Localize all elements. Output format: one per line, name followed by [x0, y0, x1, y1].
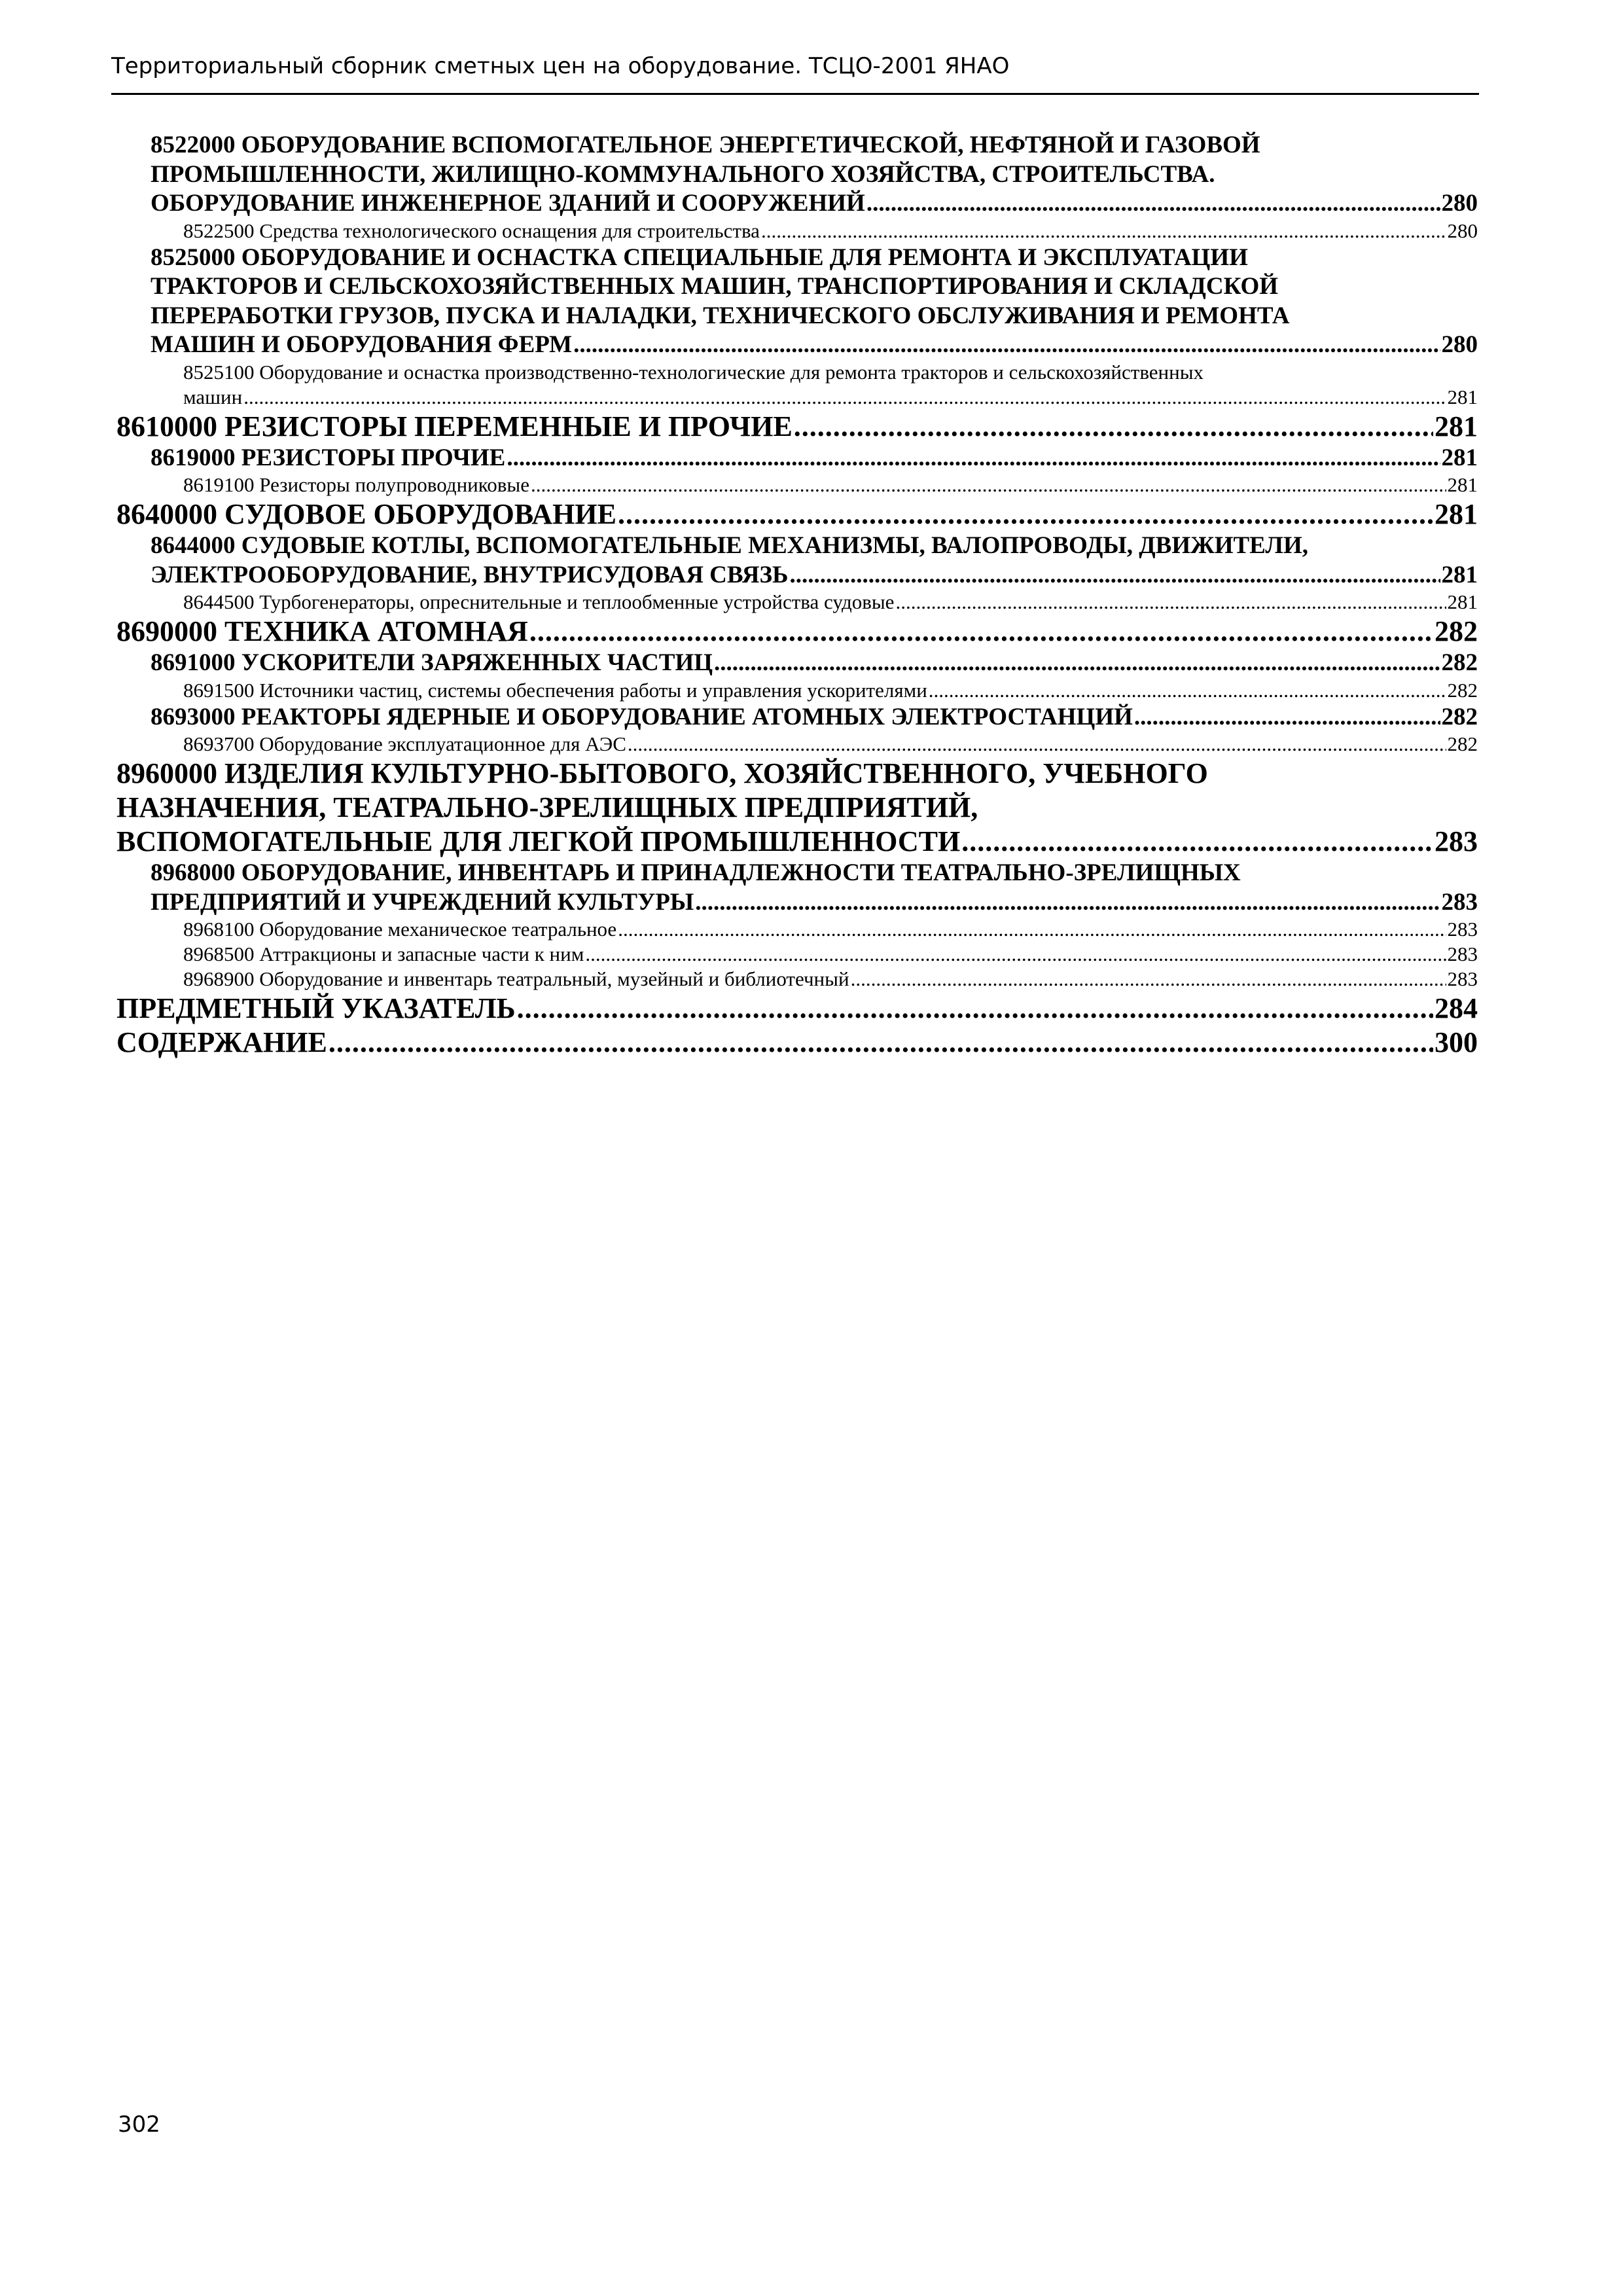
toc-entry-title: 8610000 РЕЗИСТОРЫ ПЕРЕМЕННЫЕ И ПРОЧИЕ	[116, 410, 793, 442]
dot-leader	[789, 561, 1440, 590]
toc-entry-level-1[interactable]	[116, 757, 1478, 859]
toc-entry-level-1[interactable]	[116, 992, 1478, 1026]
toc-entry-page-number: 280	[1441, 331, 1478, 358]
toc-entry-title: СОДЕРЖАНИЕ	[116, 1026, 327, 1058]
toc-entry-level-1[interactable]	[116, 410, 1478, 444]
dot-leader	[714, 649, 1440, 678]
toc-entry-level-2[interactable]	[151, 444, 1478, 473]
toc-entry-final-line	[183, 385, 1478, 410]
dot-leader	[573, 331, 1440, 360]
toc-entry-page-number: 281	[1447, 590, 1478, 613]
toc-entry-title: 8690000 ТЕХНИКА АТОМНАЯ	[116, 615, 528, 647]
table-of-contents	[0, 131, 1623, 1060]
toc-entry-title: ОБОРУДОВАНИЕ ИНЖЕНЕРНОЕ ЗДАНИЙ И СООРУЖЕНИЙ	[151, 190, 865, 217]
toc-entry-final-line	[151, 888, 1478, 918]
toc-entry-final-line	[116, 825, 1478, 859]
dot-leader	[628, 732, 1446, 757]
toc-entry-level-1[interactable]	[116, 1026, 1478, 1060]
toc-entry-title: 8968500 Аттракционы и запасные части к ним	[183, 942, 584, 965]
toc-entry-page-number: 281	[1441, 444, 1478, 471]
toc-entry-title: машин	[183, 385, 243, 408]
toc-entry-page-number: 281	[1441, 561, 1478, 588]
header-rule	[111, 93, 1479, 95]
dot-leader	[243, 385, 1446, 410]
toc-entry-final-line	[183, 732, 1478, 757]
toc-entry-final-line	[183, 917, 1478, 942]
toc-entry-level-2[interactable]	[151, 131, 1478, 219]
toc-entry-title: 8522500 Средства технологического оснащения для строительства	[183, 219, 760, 242]
toc-entry-page-number: 282	[1441, 649, 1478, 676]
toc-entry-page-number: 281	[1447, 385, 1478, 408]
toc-entry-page-number: 281	[1435, 498, 1478, 530]
toc-entry-final-line	[183, 678, 1478, 703]
toc-entry-title: ПРЕДПРИЯТИЙ И УЧРЕЖДЕНИЙ КУЛЬТУРЫ	[151, 888, 694, 916]
toc-entry-final-line	[183, 590, 1478, 615]
toc-entry-title: 8693700 Оборудование эксплуатационное для АЭС	[183, 732, 626, 755]
toc-entry-final-line	[151, 703, 1478, 732]
dot-leader	[851, 967, 1446, 992]
toc-entry-page-number: 300	[1435, 1026, 1478, 1058]
toc-entry-final-line	[183, 967, 1478, 992]
toc-entry-level-3[interactable]	[183, 967, 1478, 992]
toc-entry-level-1[interactable]	[116, 497, 1478, 531]
dot-leader	[529, 615, 1433, 649]
toc-entry-title: 8619000 РЕЗИСТОРЫ ПРОЧИЕ	[151, 444, 506, 471]
toc-entry-page-number: 283	[1447, 942, 1478, 965]
toc-entry-title: 8691000 УСКОРИТЕЛИ ЗАРЯЖЕННЫХ ЧАСТИЦ	[151, 649, 713, 676]
toc-entry-final-line	[151, 444, 1478, 473]
toc-entry-level-3[interactable]	[183, 678, 1478, 703]
toc-entry-title: 8640000 СУДОВОЕ ОБОРУДОВАНИЕ	[116, 498, 616, 530]
dot-leader	[531, 473, 1446, 497]
toc-entry-level-2[interactable]	[151, 859, 1478, 917]
toc-entry-line: 8960000 ИЗДЕЛИЯ КУЛЬТУРНО-БЫТОВОГО, ХОЗЯЙСТВЕННОГО, УЧЕБНОГО	[116, 757, 1208, 789]
toc-entry-title: ВСПОМОГАТЕЛЬНЫЕ ДЛЯ ЛЕГКОЙ ПРОМЫШЛЕННОСТИ	[116, 825, 961, 857]
toc-entry-title: 8693000 РЕАКТОРЫ ЯДЕРНЫЕ И ОБОРУДОВАНИЕ АТОМНЫХ ЭЛЕКТРОСТАНЦИЙ	[151, 703, 1133, 730]
dot-leader	[794, 410, 1433, 444]
page-number: 302	[118, 2111, 160, 2138]
toc-entry-page-number: 280	[1447, 219, 1478, 242]
toc-entry-line: ПЕРЕРАБОТКИ ГРУЗОВ, ПУСКА И НАЛАДКИ, ТЕХНИЧЕСКОГО ОБСЛУЖИВАНИЯ И РЕМОНТА	[151, 302, 1290, 329]
toc-entry-page-number: 280	[1441, 190, 1478, 217]
dot-leader	[618, 497, 1433, 531]
dot-leader	[517, 992, 1433, 1026]
toc-entry-level-3[interactable]	[183, 732, 1478, 757]
toc-entry-final-line	[151, 331, 1478, 360]
toc-entry-final-line	[151, 649, 1478, 678]
toc-entry-final-line	[183, 219, 1478, 243]
dot-leader	[866, 189, 1440, 219]
toc-entry-page-number: 283	[1447, 967, 1478, 990]
toc-entry-page-number: 281	[1435, 410, 1478, 442]
toc-entry-line: НАЗНАЧЕНИЯ, ТЕАТРАЛЬНО-ЗРЕЛИЩНЫХ ПРЕДПРИЯТИЙ,	[116, 791, 978, 823]
toc-entry-line: ТРАКТОРОВ И СЕЛЬСКОХОЗЯЙСТВЕННЫХ МАШИН, ТРАНСПОРТИРОВАНИЯ И СКЛАДСКОЙ	[151, 273, 1279, 300]
toc-entry-level-1[interactable]	[116, 615, 1478, 649]
toc-entry-title: ПРЕДМЕТНЫЙ УКАЗАТЕЛЬ	[116, 992, 516, 1024]
dot-leader	[618, 917, 1446, 942]
toc-entry-page-number: 283	[1435, 825, 1478, 857]
toc-entry-title: МАШИН И ОБОРУДОВАНИЯ ФЕРМ	[151, 331, 573, 358]
toc-entry-title: 8968100 Оборудование механическое театральное	[183, 918, 617, 941]
dot-leader	[929, 678, 1446, 703]
toc-entry-page-number: 281	[1447, 473, 1478, 496]
toc-entry-page-number: 284	[1435, 992, 1478, 1024]
toc-entry-level-3[interactable]	[183, 219, 1478, 243]
toc-entry-level-3[interactable]	[183, 942, 1478, 967]
toc-entry-final-line	[183, 942, 1478, 967]
toc-entry-final-line	[151, 561, 1478, 590]
toc-entry-level-3[interactable]	[183, 360, 1478, 410]
toc-entry-final-line	[116, 1026, 1478, 1060]
dot-leader	[329, 1026, 1433, 1060]
dot-leader	[507, 444, 1440, 473]
toc-entry-page-number: 282	[1441, 703, 1478, 730]
toc-entry-final-line	[183, 473, 1478, 497]
toc-entry-final-line	[116, 497, 1478, 531]
toc-entry-title: 8691500 Источники частиц, системы обеспечения работы и управления ускорителями	[183, 678, 927, 702]
toc-entry-level-3[interactable]	[183, 590, 1478, 615]
toc-entry-title: ЭЛЕКТРООБОРУДОВАНИЕ, ВНУТРИСУДОВАЯ СВЯЗЬ	[151, 561, 789, 588]
running-header: Территориальный сборник сметных цен на оборудование. ТСЦО-2001 ЯНАО	[111, 53, 1010, 79]
toc-entry-page-number: 282	[1435, 615, 1478, 647]
dot-leader	[1134, 703, 1440, 732]
toc-entry-level-2[interactable]	[151, 703, 1478, 732]
toc-entry-level-3[interactable]	[183, 917, 1478, 942]
toc-entry-line: 8525000 ОБОРУДОВАНИЕ И ОСНАСТКА СПЕЦИАЛЬНЫЕ ДЛЯ РЕМОНТА И ЭКСПЛУАТАЦИИ	[151, 243, 1248, 271]
toc-entry-level-2[interactable]	[151, 649, 1478, 678]
toc-entry-level-2[interactable]	[151, 531, 1478, 590]
toc-entry-level-2[interactable]	[151, 243, 1478, 360]
toc-entry-line: 8644000 СУДОВЫЕ КОТЛЫ, ВСПОМОГАТЕЛЬНЫЕ МЕХАНИЗМЫ, ВАЛОПРОВОДЫ, ДВИЖИТЕЛИ,	[151, 532, 1308, 559]
dot-leader	[585, 942, 1446, 967]
toc-entry-title: 8968900 Оборудование и инвентарь театральный, музейный и библиотечный	[183, 967, 849, 990]
toc-entry-page-number: 282	[1447, 678, 1478, 702]
dot-leader	[961, 825, 1433, 859]
toc-entry-line: 8525100 Оборудование и оснастка производственно-технологические для ремонта тракторов и сельскохозяйственных	[183, 360, 1204, 384]
toc-entry-final-line	[116, 992, 1478, 1026]
dot-leader	[761, 219, 1446, 243]
toc-entry-title: 8619100 Резисторы полупроводниковые	[183, 473, 529, 496]
toc-entry-title: 8644500 Турбогенераторы, опреснительные и теплообменные устройства судовые	[183, 590, 895, 613]
toc-entry-level-3[interactable]	[183, 473, 1478, 497]
toc-entry-line: 8522000 ОБОРУДОВАНИЕ ВСПОМОГАТЕЛЬНОЕ ЭНЕРГЕТИЧЕСКОЙ, НЕФТЯНОЙ И ГАЗОВОЙ	[151, 132, 1260, 158]
toc-entry-page-number: 282	[1447, 732, 1478, 755]
toc-entry-line: ПРОМЫШЛЕННОСТИ, ЖИЛИЩНО-КОММУНАЛЬНОГО ХОЗЯЙСТВА, СТРОИТЕЛЬСТВА.	[151, 160, 1215, 188]
dot-leader	[695, 888, 1440, 918]
toc-entry-final-line	[151, 189, 1478, 219]
toc-entry-final-line	[116, 615, 1478, 649]
dot-leader	[895, 590, 1446, 615]
toc-entry-final-line	[116, 410, 1478, 444]
toc-entry-line: 8968000 ОБОРУДОВАНИЕ, ИНВЕНТАРЬ И ПРИНАДЛЕЖНОСТИ ТЕАТРАЛЬНО-ЗРЕЛИЩНЫХ	[151, 859, 1241, 886]
toc-entry-page-number: 283	[1441, 888, 1478, 916]
toc-entry-page-number: 283	[1447, 918, 1478, 941]
